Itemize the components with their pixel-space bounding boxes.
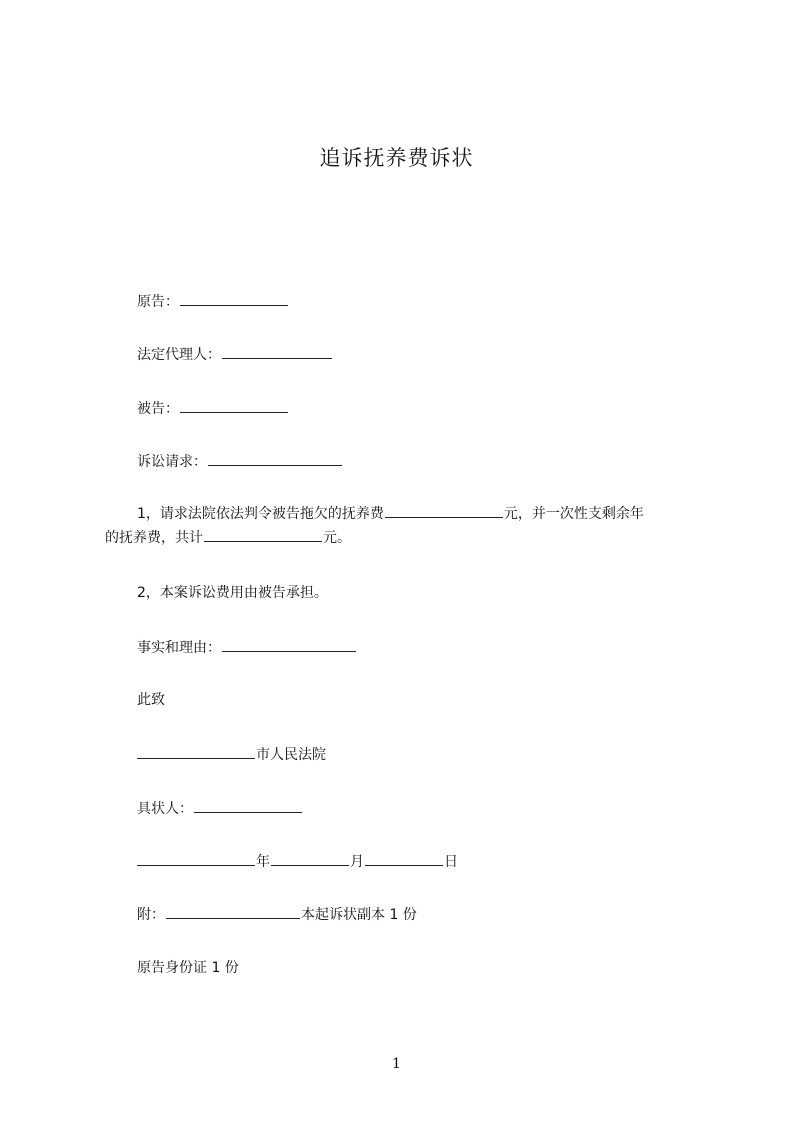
facts-blank <box>222 637 356 652</box>
facts-label: 事实和理由： <box>137 640 221 656</box>
petitioner-label: 具状人： <box>137 801 193 817</box>
claims-line <box>137 451 343 472</box>
claim-1-paragraph <box>105 502 705 550</box>
defendant-line <box>137 398 289 419</box>
month-blank <box>271 851 349 866</box>
arrears-amount-blank <box>385 503 503 518</box>
claims-blank <box>208 451 342 466</box>
court-line <box>137 744 326 765</box>
id-copy-line: 原告身份证 1 份 <box>137 960 239 976</box>
legal-agent-line <box>137 344 333 365</box>
page-number: 1 <box>392 1056 401 1072</box>
facts-line <box>137 637 357 658</box>
defendant-label: 被告： <box>137 401 179 417</box>
year-blank <box>137 851 255 866</box>
claim-1-second-line <box>105 526 705 550</box>
claim-1-part-1: 1，请求法院依法判令被告拖欠的抚养费 <box>137 506 384 522</box>
plaintiff-blank <box>180 291 288 306</box>
legal-agent-blank <box>222 344 332 359</box>
claim-1-part-4: 元。 <box>323 530 351 546</box>
claims-label: 诉讼请求： <box>137 454 207 470</box>
defendant-blank <box>180 398 288 413</box>
court-suffix: 市人民法院 <box>256 747 326 763</box>
petitioner-line <box>137 798 303 819</box>
claim-1-part-3: 的抚养费，共计 <box>105 530 203 546</box>
attachment-suffix: 本起诉状副本 1 份 <box>301 907 417 923</box>
attachment-blank <box>166 904 300 919</box>
month-label: 月 <box>350 854 364 870</box>
day-label: 日 <box>444 854 458 870</box>
attachment-line <box>137 904 417 925</box>
claim-1-part-2: 元，并一次性支剩余年 <box>503 506 644 522</box>
day-blank <box>365 851 443 866</box>
total-amount-blank <box>204 527 322 542</box>
year-label: 年 <box>256 854 270 870</box>
petitioner-blank <box>194 798 302 813</box>
plaintiff-label: 原告： <box>137 294 179 310</box>
court-city-blank <box>137 744 255 759</box>
date-line <box>137 851 458 872</box>
attachment-label: 附： <box>137 907 165 923</box>
claim-2-line: 2，本案诉讼费用由被告承担。 <box>137 585 328 601</box>
plaintiff-line <box>137 291 289 312</box>
claim-1-first-line <box>105 502 705 526</box>
document-title: 追诉抚养费诉状 <box>319 146 474 170</box>
legal-agent-label: 法定代理人： <box>137 347 221 363</box>
salutation-line: 此致 <box>137 692 165 708</box>
